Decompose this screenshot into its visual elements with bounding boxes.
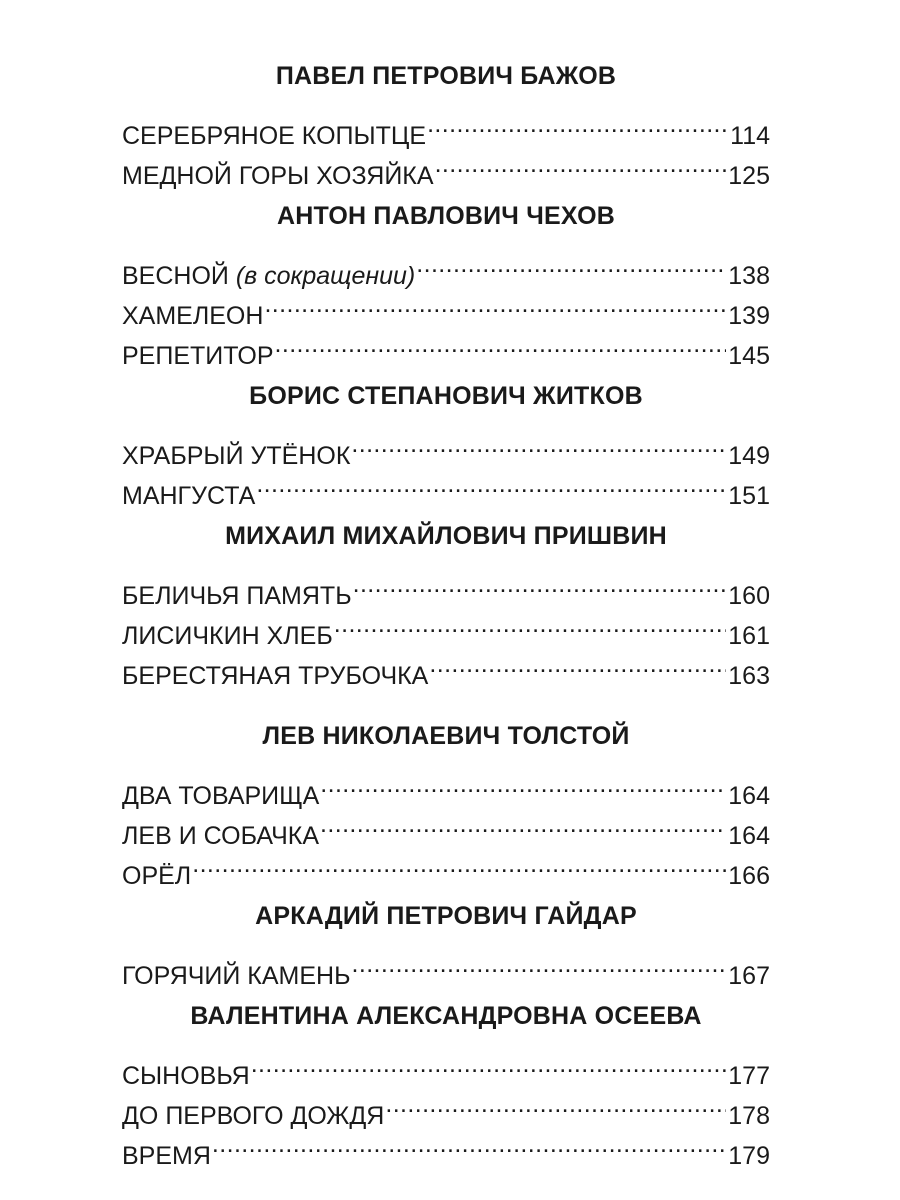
toc-entry[interactable] <box>122 564 770 610</box>
toc-entry[interactable] <box>122 844 770 890</box>
dot-leader <box>434 144 727 184</box>
toc-entry[interactable] <box>122 944 770 990</box>
entry-title: ХАМЕЛЕОН <box>122 302 264 330</box>
entry-title: ДВА ТОВАРИЩА <box>122 782 320 810</box>
page-number: 167 <box>728 962 770 990</box>
dot-leader <box>319 764 726 804</box>
toc-section <box>122 896 770 990</box>
entry-title: БЕЛИЧЬЯ ПАМЯТЬ <box>122 582 352 610</box>
dot-leader <box>274 324 727 364</box>
dot-leader <box>352 564 727 604</box>
page-number: 179 <box>728 1142 770 1170</box>
page-number: 139 <box>728 302 770 330</box>
toc-entry[interactable] <box>122 1124 770 1170</box>
entry-title: МЕДНОЙ ГОРЫ ХОЗЯЙКА <box>122 162 434 190</box>
dot-leader <box>263 284 726 324</box>
entry-title: ХРАБРЫЙ УТЁНОК <box>122 442 351 470</box>
entry-title: ОРЁЛ <box>122 862 192 890</box>
page-number: 163 <box>728 662 770 690</box>
page-number: 160 <box>728 582 770 610</box>
table-of-contents <box>122 56 770 1170</box>
toc-section <box>122 996 770 1170</box>
page-number: 178 <box>728 1102 770 1130</box>
page-number: 149 <box>728 442 770 470</box>
toc-items <box>122 764 770 890</box>
page-number: 161 <box>728 622 770 650</box>
dot-leader <box>428 644 726 684</box>
toc-entry[interactable] <box>122 104 770 150</box>
dot-leader <box>350 424 726 464</box>
author-heading: БОРИС СТЕПАНОВИЧ ЖИТКОВ <box>249 382 643 410</box>
entry-title: ВРЕМЯ <box>122 1142 211 1170</box>
toc-items <box>122 944 770 990</box>
entry-note: (в сокращении) <box>235 262 416 290</box>
toc-section <box>122 376 770 510</box>
author-heading: ВАЛЕНТИНА АЛЕКСАНДРОВНА ОСЕЕВА <box>190 1002 702 1030</box>
toc-entry[interactable] <box>122 424 770 470</box>
page-number: 166 <box>728 862 770 890</box>
dot-leader <box>333 604 727 644</box>
toc-items <box>122 1044 770 1170</box>
page-number: 177 <box>728 1062 770 1090</box>
author-heading: АНТОН ПАВЛОВИЧ ЧЕХОВ <box>277 202 615 230</box>
toc-entry[interactable] <box>122 764 770 810</box>
page-number: 125 <box>728 162 770 190</box>
page-number: 164 <box>728 782 770 810</box>
page-number: 114 <box>730 122 770 150</box>
page-number: 164 <box>728 822 770 850</box>
entry-title: СЫНОВЬЯ <box>122 1062 250 1090</box>
dot-leader <box>211 1124 726 1164</box>
toc-items <box>122 564 770 690</box>
toc-section <box>122 56 770 190</box>
entry-title: ЛЕВ И СОБАЧКА <box>122 822 320 850</box>
entry-title: МАНГУСТА <box>122 482 256 510</box>
toc-entry[interactable] <box>122 1044 770 1090</box>
dot-leader <box>191 844 726 884</box>
dot-leader <box>426 104 728 144</box>
author-heading: МИХАИЛ МИХАЙЛОВИЧ ПРИШВИН <box>225 522 667 550</box>
toc-items <box>122 104 770 190</box>
entry-title: ГОРЯЧИЙ КАМЕНЬ <box>122 962 351 990</box>
toc-section <box>122 196 770 370</box>
entry-title-text: ВЕСНОЙ <box>122 262 236 290</box>
toc-items <box>122 424 770 510</box>
dot-leader <box>351 944 727 984</box>
toc-entry[interactable] <box>122 244 770 290</box>
author-heading: АРКАДИЙ ПЕТРОВИЧ ГАЙДАР <box>255 902 637 930</box>
entry-title: ДО ПЕРВОГО ДОЖДЯ <box>122 1102 385 1130</box>
toc-section <box>122 516 770 690</box>
dot-leader <box>250 1044 727 1084</box>
dot-leader <box>319 804 726 844</box>
dot-leader <box>255 464 726 504</box>
toc-items <box>122 244 770 370</box>
entry-title: РЕПЕТИТОР <box>122 342 274 370</box>
page-number: 151 <box>728 482 770 510</box>
entry-title: ЛИСИЧКИН ХЛЕБ <box>122 622 333 650</box>
page-number: 145 <box>728 342 770 370</box>
author-heading: ПАВЕЛ ПЕТРОВИЧ БАЖОВ <box>275 62 617 90</box>
dot-leader <box>384 1084 726 1124</box>
entry-title: СЕРЕБРЯНОЕ КОПЫТЦЕ <box>122 122 427 150</box>
author-heading: ЛЕВ НИКОЛАЕВИЧ ТОЛСТОЙ <box>262 722 630 750</box>
dot-leader <box>415 244 726 284</box>
entry-title: БЕРЕСТЯНАЯ ТРУБОЧКА <box>122 662 429 690</box>
toc-section <box>122 716 770 890</box>
page-number: 138 <box>728 262 770 290</box>
